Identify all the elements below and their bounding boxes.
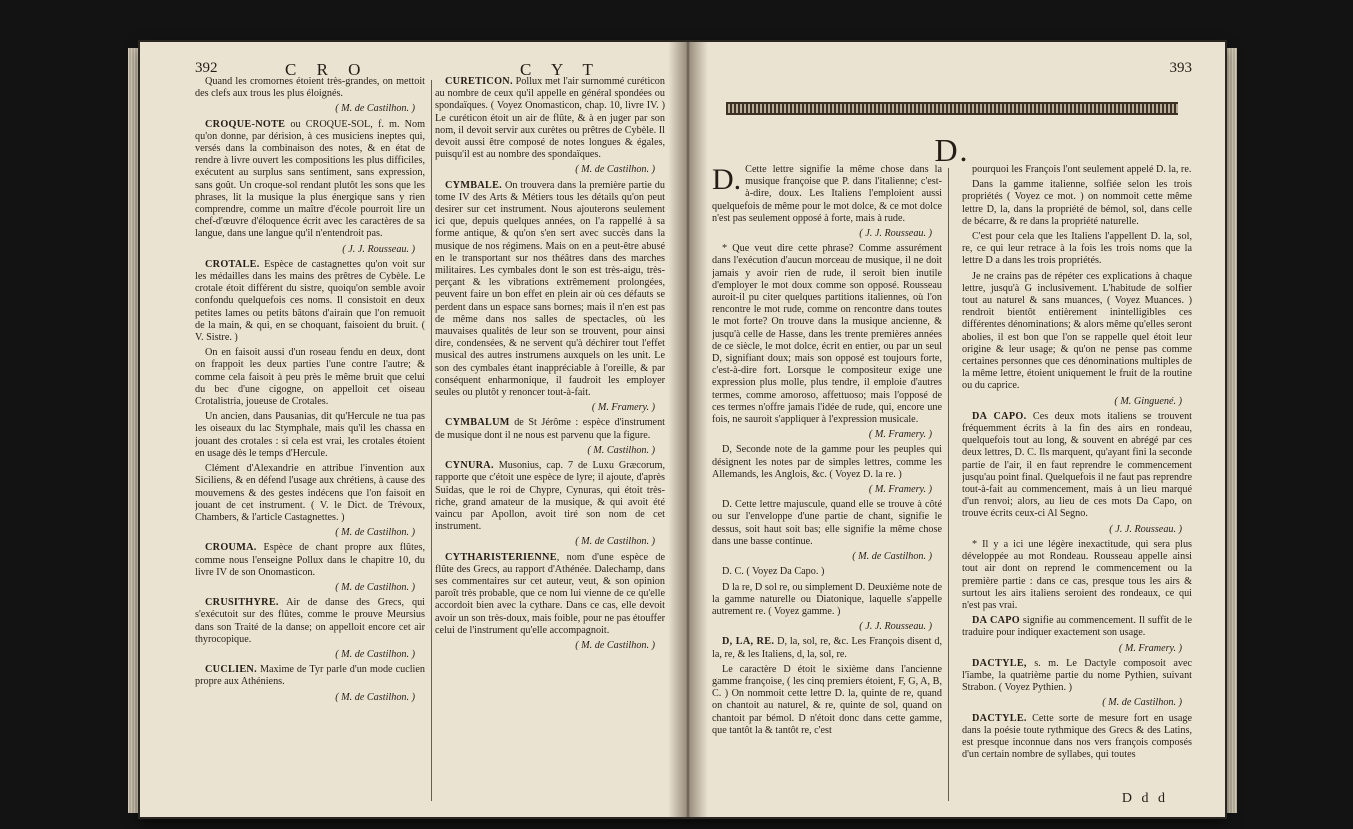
entry-headword: DACTYLE.: [972, 712, 1027, 724]
entry-headword: DA CAPO: [972, 615, 1021, 627]
author-signature: ( M. de Castilhon. ): [575, 536, 655, 548]
entry-paragraph: [712, 164, 942, 225]
author-signature: ( M. de Castilhon. ): [1102, 697, 1182, 709]
entry-text: Dans la gamme italienne, solfiée selon les trois propriétés ( Voyez ce mot. ) on nommoit cette même lettre D, la, dans la propriété de bémol, sol, dans celle de bécarre, & re dans la propriété naturelle.: [962, 179, 1192, 227]
left-column-2: [435, 76, 665, 811]
book-gutter: [668, 42, 708, 817]
author-signature: ( J. J. Rousseau. ): [859, 621, 932, 633]
entry-paragraph: [195, 347, 425, 408]
entry-headword: DA CAPO.: [972, 410, 1027, 422]
entry-paragraph: [962, 164, 1192, 176]
author-signature: ( M. de Castilhon. ): [575, 639, 655, 651]
entry-text: Clément d'Alexandrie en attribue l'invention aux Siciliens, & en défend l'usage aux chrétiens, à cause des mouvemens & des gestes indécens que l'on faisoit en jouant de cet instrument. ( V. le Dict. de Trévoux, Chambers, & l'article Castagnettes. ): [195, 463, 425, 523]
entry-headword: CROUMA.: [205, 542, 257, 554]
entry-headword: D.: [712, 164, 742, 196]
entry-text: Ces deux mots italiens se trouvent fréquemment écrits à la fin des airs en rondeau, quelquefois tout au long, & souvent en abrégé par ces deux lettres, D. C. Ils marquent, qu'ayant fini la seconde partie de l'air, il en faut reprendre le commencement jusqu'au point final. Quelquefois il ne faut pas reprendre tout-à-fait au commencement, mais à un lieu marqué d'un renvoi; alors, au lieu de ces mots Da Capo, on trouve écrits ceux-ci Al Segno.: [962, 410, 1192, 520]
entry-text: On trouvera dans la première partie du tome IV des Arts & Métiers tous les détails qu'on peut desirer sur cet instrument. Nous ajouterons seulement ici que, depuis quelques années, on l'a rappellé à sa forme antique, & qu'on s'en sert avec succès dans la musique de nos régimens. Mais on en a peut-être abusé en le transportant sur nos théâtres dans des marches militaires. Les cymbales dont le son est très-aigu, très-perçant & les vibrations extrêmement prolongées, peuvent faire un bon effet en plein air où ces défauts se perdent dans un espace sans bornes; mais il n'en est pas de même dans nos salles de spectacles, où les mauvaises qualités de leur son se trouvent, pour ainsi dire, condensées, & ne servent qu'à déchirer tout l'effet musical des autres instrumens auxquels on les unit. Le son des cymbales étant inappréciable à l'oreille, & par conséquent enharmonique, il faudroit les employer seules ou plutôt y renoncer tout-à-fait.: [435, 179, 665, 399]
author-signature: ( M. Framery. ): [868, 484, 932, 496]
entry-paragraph: [962, 231, 1192, 268]
section-letter-heading: D.: [934, 132, 970, 168]
entry-text: D. Cette lettre majuscule, quand elle se trouve à côté ou sur l'enveloppe d'une partie de chant, signifie le dessus, soit haut soit bas; elle signifie la même chose dans une basse continue.: [712, 499, 942, 547]
entry-headword: CRUSITHYRE.: [205, 597, 279, 609]
entry-headword: CROTALE.: [205, 258, 260, 270]
right-page-header: [712, 60, 1192, 82]
entry-paragraph: [435, 417, 665, 441]
entry-paragraph: [195, 463, 425, 524]
entry-text: Air de danse des Grecs, qui s'exécutoit sur des flûtes, comme le prouve Meursius dans son Traité de la danse; on appelloit encore cet air thyrocopique.: [195, 597, 425, 645]
entry-text: On en faisoit aussi d'un roseau fendu en deux, dont on frappoit les deux parties l'une contre l'autre; & comme cela faisoit à peu près le même bruit que celui du bec d'une cigogne, on appelloit cet oiseau Crotalistria, joueuse de Crotales.: [195, 347, 425, 408]
running-head-cro: C R O: [285, 60, 369, 79]
entry-paragraph: [962, 658, 1192, 695]
entry-text: Maxime de Tyr parle d'un mode cuclien propre aux Athéniens.: [195, 664, 425, 688]
entry-paragraph: [195, 597, 425, 646]
running-head-cyt: C Y T: [520, 60, 601, 79]
entry-paragraph: [712, 243, 942, 426]
entry-text: Musonius, cap. 7 de Luxu Græcorum, rapporte que c'étoit une espèce de lyre; il ajoute, d'après Suidas, que le roi de Chypre, Cynuras, qui étoit très-riche, grand amateur de la musique, & qui avoit été vaincu par Apollon, avoit tiré son nom de cet instrument.: [435, 460, 665, 533]
entry-text: signifie au commencement. Il suffit de le traduire pour indiquer exactement son usage.: [962, 615, 1192, 639]
entry-text: Cette lettre signifie la même chose dans la musique françoise que P. dans l'italienne; c'est-à-dire, doux. Les Italiens l'emploient aussi quelquefois de même pour le mot dolce, & ce mot dolce n'est pas seulement opposé à forte, mais à rude.: [712, 164, 942, 224]
author-signature: ( M. de Castilhon. ): [575, 164, 655, 176]
entry-text: s. m. Le Dactyle composoit avec l'ïambe, la quatrième partie du nome Pythien, suivant Strabon. ( Voyez Pythien. ): [962, 657, 1192, 694]
entry-headword: CROQUE-NOTE: [205, 118, 286, 130]
author-signature: ( M. de Castilhon. ): [335, 648, 415, 660]
entry-text: * Il y a ici une légère inexactitude, qui sera plus développée au mot Rondeau. Rousseau appelle ainsi tout air dont on reprend le commencement ou la première partie : dans ce cas, presque tous les airs & surtout les airs italiens seroient des rondeaux, ce qui n'est pas vrai.: [962, 538, 1192, 611]
right-page-columns: [712, 164, 1192, 811]
entry-text: D, la, sol, re, &c. Les François disent d, la, re, & les Italiens, d, la, sol, re.: [712, 636, 942, 660]
entry-paragraph: [195, 664, 425, 688]
author-signature: ( M. de Castilhon. ): [852, 551, 932, 563]
entry-headword: CURETICON.: [445, 76, 513, 87]
entry-paragraph: [962, 271, 1192, 393]
catchword: D d d: [1121, 791, 1168, 806]
author-signature: ( M. de Castilhon. ): [335, 103, 415, 115]
entry-paragraph: [962, 179, 1192, 228]
entry-text: D, Seconde note de la gamme pour les peuples qui désignent les notes par de simples lettres, comme les Allemands, les Anglois, &c. ( Voyez D. la re. ): [712, 444, 942, 480]
entry-text: Un ancien, dans Pausanias, dit qu'Hercule ne tua pas les oiseaux du lac Stymphale, mais qu'il les chassa en jouant des crotales : si cela est vrai, les crotales étoient en usage dès le temps d'Hercule.: [195, 411, 425, 459]
entry-headword: CUCLIEN.: [205, 664, 257, 676]
entry-text: Espèce de castagnettes qu'on voit sur les médailles dans les mains des prêtres de Cybèle. Le crotale étoit différent du sistre, quoiqu'on semble avoir confondu quelquefois ces noms. Il consistoit en deux petites lames ou petits bâtons d'airain que l'on remuoit de la main, & qui, en se choquant, faisoient du bruit. ( V. Sistre. ): [195, 258, 425, 344]
left-page-number: 392: [195, 60, 218, 76]
author-signature: ( M. de Castilhon. ): [335, 527, 415, 539]
entry-paragraph: [435, 552, 665, 637]
entry-paragraph: [435, 180, 665, 400]
right-page: [712, 60, 1192, 811]
entry-text: de St Jérôme : espèce d'instrument de musique dont il ne nous est parvenu que la figure.: [435, 417, 665, 441]
author-signature: ( M. Castilhon. ): [587, 444, 655, 456]
column-rule: [431, 80, 432, 801]
author-signature: ( M. Ginguené. ): [1114, 395, 1182, 407]
entry-paragraph: [435, 76, 665, 161]
entry-paragraph: [962, 713, 1192, 762]
entry-text: C'est pour cela que les Italiens l'appellent D. la, sol, re, ce qui leur retrace à la fois les trois noms que la lettre D a dans les trois propriétés.: [962, 231, 1192, 267]
entry-paragraph: [195, 542, 425, 579]
entry-text: D la re, D sol re, ou simplement D. Deuxième note de la gamme naturelle ou Diatonique, laquelle s'appelle autrement re. ( Voyez gamme. ): [712, 581, 942, 617]
right-page-number: 393: [1169, 60, 1192, 76]
author-signature: ( M. de Castilhon. ): [335, 691, 415, 703]
entry-paragraph: [195, 259, 425, 344]
author-signature: ( J. J. Rousseau. ): [342, 243, 415, 255]
entry-text: D. C. ( Voyez Da Capo. ): [722, 566, 825, 578]
entry-paragraph: [435, 460, 665, 533]
author-signature: ( J. J. Rousseau. ): [1109, 523, 1182, 535]
entry-paragraph: [962, 411, 1192, 521]
entry-text: * Que veut dire cette phrase? Comme assurément dans l'exécution d'aucun morceau de musique, il ne doit jamais y avoir rien de rude, il seroit bien inutile d'employer le mot doux comme son opposé. Rousseau auroit-il pu citer quelques partitions italiennes, où l'on rencontre le mot rude, comme on rencontre dans toutes le mot forte? On trouve dans la musique ancienne, & jusqu'à celle de Hasse, dans les trente premières années de ce siècle, le mot dolce, écrit en entier, ou par un seul D, signifiant doux; mais son opposé est toujours forte, c'est-à-dire fort. Lorsque le compositeur exige une expression plus molle, plus tendre, il emploie d'autres termes, comme amoroso, affettuoso; mais l'opposé de ces termes n'offre jamais l'idée de rude, qui, encore une fois, ne sauroit s'appliquer à l'expression musicale.: [712, 243, 942, 426]
entry-text: , nom d'une espèce de flûte des Grecs, au rapport d'Athénée. Dalechamp, dans ses commentaires sur cet auteur, veut, & son opinion paroît très probable, que ce nom lui vienne de ce qu'elle accordoit bien avec la cythare. Dans ce cas, elle devoit avoir un son très-doux, mais foible, pour ne pas étouffer celui de l'instrument qu'elle accompagnoit.: [435, 551, 665, 636]
entry-text: Je ne crains pas de répéter ces explications à chaque lettre, jusqu'à G inclusivement. L'habitude de solfier tout au naturel & sans muances, ( Voyez Muances. ) rendroit bientôt entièrement inintelligibles ces différentes dénominations; & alors même qu'elles seront abolies, il est bon que l'on se rappelle quel étoit leur origine & leur usage; & qu'on ne pense pas comme certaines personnes que ces dénominations multiples de la même lettre, étoient uniquement le fruit de la routine ou du caprice.: [962, 270, 1192, 392]
ornamental-band: [726, 102, 1178, 115]
entry-text: pourquoi les François l'ont seulement appelé D. la, re.: [972, 164, 1192, 175]
author-signature: ( J. J. Rousseau. ): [859, 228, 932, 240]
entry-text: Pollux met l'air surnommé curéticon au nombre de ceux qu'il appelle en général spondées ou spondaïques. ( Voyez Onomasticon, chap. 10, livre IV. ) Le curéticon étoit un air de flûte, & à en juger par son nom, il devoit servir aux curètes ou prêtres de Cybèle. Il devoit aussi être composé de notes longues & égales, puisqu'il est au nombre des spondaïques.: [435, 76, 665, 161]
entry-paragraph: [712, 499, 942, 548]
entry-paragraph: [195, 76, 425, 100]
entry-paragraph: [712, 664, 942, 737]
entry-text: Cette sorte de mesure fort en usage dans la poésie toute rythmique des Grecs & des Latins, est presque inconnue dans nos vers françois composés d'un certain nombre de syllabes, qui toutes: [962, 712, 1192, 761]
entry-paragraph: [195, 411, 425, 460]
left-page: [195, 60, 665, 811]
entry-paragraph: [712, 566, 942, 578]
entry-text: Espèce de chant propre aux flûtes, comme nous l'enseigne Pollux dans le chapitre 10, du livre IV de son Onomasticon.: [195, 542, 425, 578]
left-column-1: [195, 76, 425, 811]
right-column-2: [962, 164, 1192, 811]
entry-headword: CYTHARISTERIENNE: [445, 551, 557, 563]
entry-text: Le caractère D étoit le sixième dans l'ancienne gamme françoise, ( les cinq premiers étoient, F, G, A, B, C. ) On nommoit cette lettre D. la, quinte de re, quand on chantoit au naturel, & re, quinte de sol, quand on chantoit par bémol. D n'étoit donc dans cette gamme, que tantôt la & tantôt re, c'est: [712, 663, 942, 736]
entry-headword: CYMBALE.: [445, 179, 503, 191]
entry-paragraph: [712, 636, 942, 660]
entry-text: ou CROQUE-SOL, f. m. Nom qu'on donne, par dérision, à ces musiciens ineptes qui, versés dans la combinaison des notes, & en état de rendre à livre ouvert les compositions les plus difficiles, exécutent au surplus sans sentiment, sans expression, sans goût. Un croque-sol rendant plutôt les sons que les phrases, lit la musique la plus énergique sans y rien comprendre, comme un maître d'école pourroit lire un chef-d'œuvre d'éloquence écrit avec les caractères de sa langue, dans une langue qu'il n'entendroit pas.: [195, 118, 425, 240]
entry-headword: CYMBALUM: [445, 417, 510, 429]
author-signature: ( M. de Castilhon. ): [335, 581, 415, 593]
entry-headword: D, LA, RE.: [722, 636, 775, 648]
author-signature: ( M. Framery. ): [1118, 642, 1182, 654]
entry-headword: DACTYLE,: [972, 657, 1027, 669]
entry-paragraph: [712, 582, 942, 619]
column-rule: [948, 168, 949, 801]
right-column-1: [712, 164, 942, 811]
author-signature: ( M. Framery. ): [868, 429, 932, 441]
entry-paragraph: [962, 615, 1192, 639]
author-signature: ( M. Framery. ): [591, 402, 655, 414]
left-page-columns: [195, 76, 665, 811]
entry-text: Quand les cromornes étoient très-grandes, on mettoit des clefs aux trous les plus éloignés.: [195, 76, 425, 100]
page-edges-right: [1223, 48, 1237, 813]
entry-paragraph: [195, 119, 425, 241]
entry-headword: CYNURA.: [445, 460, 494, 472]
entry-paragraph: [962, 539, 1192, 612]
entry-paragraph: [712, 444, 942, 481]
